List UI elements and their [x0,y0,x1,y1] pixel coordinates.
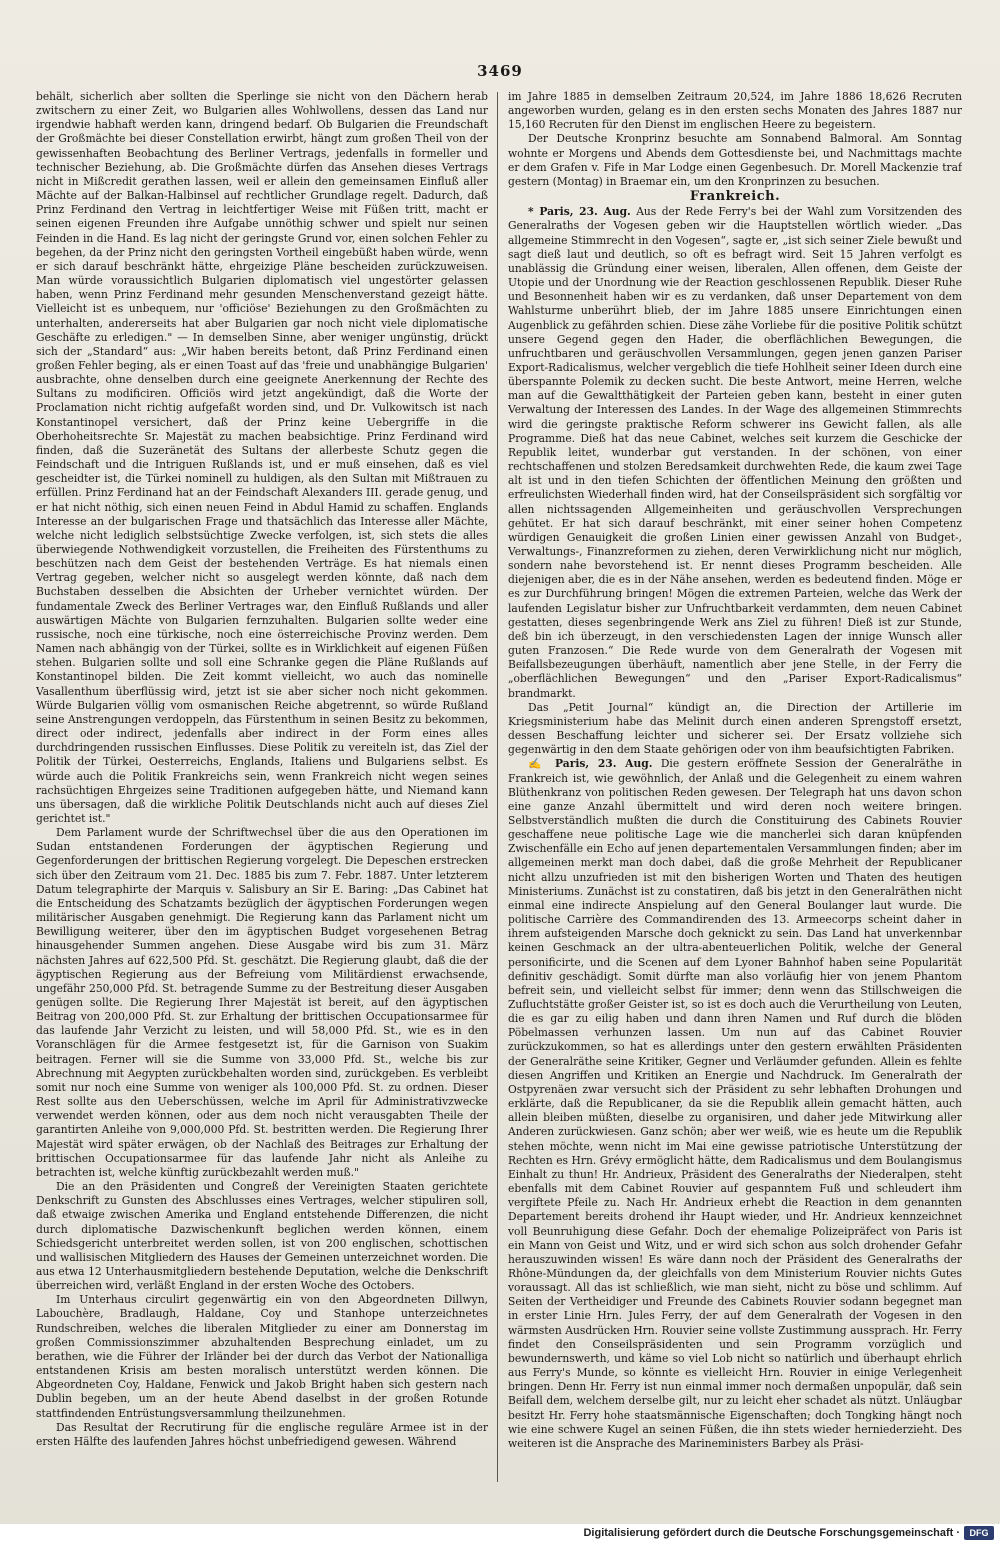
paragraph-text: Im Unterhaus circulirt gegenwärtig ein von den Abgeordneten Dillwyn, Labouchère, Bradlaugh, Haldane, Coy und Stanhope unterzeichnetes Rundschreiben, welches die liberalen Mitglieder zu einer am Donnerstag im großen Commissionszimmer abzuhaltenden Besprechung einladet, um zu berathen, wie die Führer der Irländer bei der durch das Verbot der Nationalliga entstandenen Krisis am besten moralisch unterstützt werden können. Die Abgeordneten Coy, Haldane, Fenwick und Jakob Bright haben sich gestern nach Dublin begeben, um an der heute Abend daselbst in der großen Rotunde stattfindenden Entrüstungsversammlung theilzunehmen. [36,1293,488,1420]
article-paragraph [508,132,962,189]
article-paragraph [508,701,962,758]
left-column [36,90,488,1485]
right-column [508,90,962,1485]
paragraph-text: Das Resultat der Recrutirung für die englische reguläre Armee ist in der ersten Hälfte des laufenden Jahres höchst unbefriedigend gewesen. Während [36,1420,488,1448]
footer-bar [0,1524,1000,1544]
article-paragraph [36,1180,488,1293]
article-paragraph [508,757,962,1451]
paragraph-text: im Jahre 1885 in demselben Zeitraum 20,524, im Jahre 1886 18,626 Recruten angeworben wurden, gelang es in den ersten sechs Monaten des Jahres 1887 nur 15,160 Recruten für den Dienst im englischen Heere zu begeistern. [508,90,962,132]
column-divider [497,92,498,1482]
paragraph-text: behält, sicherlich aber sollten die Sperlinge sie nicht von den Dächern herab zwitschern zu einer Zeit, wo Bulgarien alles Wohlwollens, dessen das Land nur irgendwie habhaft werden kann, dringend bedarf. Ob Bulgarien die Freundschaft der Großmächte bei dieser Constellation erwirbt, hängt zum großen Theil von der gewissenhaften Beobachtung des Berliner Vertrags, jedenfalls in formeller und technischer Beziehung, ab. Die Großmächte dürfen das Ansehen dieses Vertrags nicht in Mißcredit gerathen lassen, weil er allein den gemeinsamen Einfluß aller Mächte auf der Balkan-Halbinsel auf rechtlicher Grundlage regelt. Dadurch, daß Prinz Ferdinand den Vertrag in leichtfertiger Weise mit Füßen tritt, macht er seinen eigenen Freunden ihre Aufgabe unnöthig schwer und spielt nur seinen Feinden in die Hand. Es lag nicht der geringste Grund vor, einen solchen Fehler zu begehen, da der Prinz nicht den geringsten Vortheil eingebüßt haben würde, wenn er sich darauf beschränkt hätte, ehrgeizige Pläne bescheiden zurückzuweisen. Man würde voraussichtlich Bulgarien diplomatisch viel ungestörter gelassen haben, wenn Prinz Ferdinand mehr gesunden Menschenverstand gezeigt hätte. Vielleicht ist es unbequem, nur 'officiöse' Beziehungen zu den Großmächten zu unterhalten, andererseits hat aber Bulgarien gar noch nicht viele diplomatische Geschäfte zu erledigen." — In demselben Sinne, aber weniger ungünstig, drückt sich der „Standard“ aus: „Wir haben bereits betont, daß Prinz Ferdinand einen großen Fehler beging, als er einen Toast auf das 'freie und unabhängige Bulgarien' ausbrachte, ohne denselben durch eine geeignete Anerkennung der Rechte des Sultans zu modificiren. Officiös wird jetzt angekündigt, daß die Worte der Proclamation nicht richtig aufgefaßt worden sind, und Dr. Vulkowitsch ist nach Konstantinopel versichert, daß der Prinz keine Uebergriffe in die Oberhoheitsrechte Sr. Majestät zu machen beabsichtige. Prinz Ferdinand wird finden, daß die Suzeränetät des Sultans der allerbeste Schutz gegen die Feindschaft und die Intriguen Rußlands ist, und er muß einsehen, daß es viel gescheidter ist, die Türkei nominell zu huldigen, als den Sultan mit Mißtrauen zu erfüllen. Prinz Ferdinand hat an der Feindschaft Alexanders III. gerade genug, und er hat nicht nöthig, sich einen neuen Feind in Abdul Hamid zu schaffen. Englands Interesse an der bulgarischen Frage und thatsächlich das Interesse aller Mächte, welche nicht lediglich selbstsüchtige Zwecke verfolgen, ist, sich stets die alles überwiegende Nothwendigkeit vorzustellen, die Freiheiten des Fürstenthums zu beschützen nach dem Geist der bestehenden Verträge. Es hat niemals einen Vertrag gegeben, welcher nicht so ausgelegt werden könnte, daß nach dem Buchstaben desselben die Absichten der Urheber vernichtet würden. Der fundamentale Zweck des Berliner Vertrages war, den Einfluß Rußlands und aller auswärtigen Mächte von Bulgarien fernzuhalten. Bulgarien sollte weder eine russische, noch eine türkische, noch eine österreichische Provinz werden. Dem Namen nach abhängig von der Türkei, sollte es in Wirklichkeit auf eigenen Füßen stehen. Bulgarien sollte und soll eine Schranke gegen die Pläne Rußlands auf Konstantinopel bilden. Die Zeit kommt vielleicht, wo auch das nominelle Vasallenthum überflüssig wird, jetzt ist sie aber sicher noch nicht gekommen. Würde Bulgarien völlig vom osmanischen Reiche abgetrennt, so würde Rußland seine Anstrengungen verdoppeln, das Fürstenthum in seinen Besitz zu bekommen, direct oder indirect, jedenfalls aber indirect in der Form eines alles durchdringenden russischen Einflusses. Diese Politik zu vereiteln ist, das Ziel der Politik der Türkei, Oesterreichs, Englands, Italiens und Bulgariens selbst. Es würde auch die Politik Frankreichs sein, wenn Frankreich nicht wegen seines rachsüchtigen Ehrgeizes seine Traditionen aufgegeben hätte, und Niemand kann uns übersagen, daß die wirkliche Politik Deutschlands nicht auch auf dieses Ziel gerichtet ist." [36,90,488,825]
article-paragraph [508,205,962,700]
paragraph-text: Aus der Rede Ferry's bei der Wahl zum Vorsitzenden des Generalraths der Vogesen geben wir die Hauptstellen wörtlich wieder. „Das allgemeine Stimmrecht in den Vogesen“, sagte er, „ist sich seiner Ziele bewußt und sagt dieß laut und deutlich, so oft es befragt wird. Seit 15 Jahren verfolgt es unablässig die Gründung einer weisen, liberalen, Allen offenen, dem Geiste der Utopie und der Unordnung wie der Reaction geschlossenen Republik. Dieser Ruhe und Besonnenheit haben wir es zu verdanken, daß unser Departement von dem Wahlsturme unberührt blieb, der im Jahre 1885 unsere Einrichtungen einen Augenblick zu gefährden schien. Diese zähe Vorliebe für die positive Politik schützt unsere Gegend gegen den Hader, die oberflächlichen Bewegungen, die unfruchtbaren und geräuschvollen Versammlungen, gegen jenen ganzen Pariser Export-Radicalismus, welcher vergeblich die tiefe Hohlheit seiner Ideen durch eine überspannte Polemik zu decken sucht. Die beste Antwort, meine Herren, welche man auf die Gewaltthätigkeit der Parteien geben kann, besteht in einer guten Verwaltung der Interessen des Landes. In der Wage des allgemeinen Stimmrechts wird die geringste praktische Reform schwerer ins Gewicht fallen, als alle Programme. Dieß hat das neue Cabinet, welches seit kurzem die Geschicke der Republik leitet, wunderbar gut verstanden. In der schönen, von einer rechtschaffenen und stolzen Beredsamkeit durchwehten Rede, die kaum zwei Tage alt ist und in den tiefen Schichten der öffentlichen Meinung den größten und erfreulichsten Wiederhall finden wird, hat der Conseilspräsident sich sorgfältig vor allen nichtssagenden Allgemeinheiten und geräuschvollen Versprechungen gehütet. Er hat sich darauf beschränkt, mit einer seiner hohen Competenz würdigen Genauigkeit die großen Linien einer gewissen Anzahl von Budget-, Verwaltungs-, Finanzreformen zu ziehen, deren Verwirklichung nicht nur möglich, sondern nahe bevorstehend ist. Er nennt dieses Programm bescheiden. Alle diejenigen aber, die es in der Nähe ansehen, werden es bedeutend finden. Möge er es zur Durchführung bringen! Mögen die extremen Parteien, welche das Werk der laufenden Legislatur bisher zur Unfruchtbarkeit verdammten, dem neuen Cabinet gestatten, dieses segenbringende Werk ans Ziel zu führen! Dieß ist zur Stunde, deß bin ich überzeugt, in den verschiedensten Lagen der innige Wunsch aller guten Franzosen.“ Die Rede wurde von dem Generalrath der Vogesen mit Beifallsbezeugungen überhäuft, namentlich aber jene Stelle, in der Ferry die „oberflächlichen Bewegungen“ und den „Pariser Export-Radicalismus“ brandmarkt. [508,205,962,700]
dfg-logo: DFG [964,1526,994,1540]
dateline: ✍ Paris, 23. Aug. [528,757,653,771]
article-paragraph [36,90,488,826]
paragraph-text: Der Deutsche Kronprinz besuchte am Sonnabend Balmoral. Am Sonntag wohnte er Morgens und Abends dem Gottesdienste bei, und Nachmittags machte er dem Grafen v. Fife in Mar Lodge einen Gegenbesuch. Dr. Morell Mackenzie traf gestern (Montag) in Braemar ein, um den Kronprinzen zu besuchen. [508,132,962,188]
article-paragraph [36,826,488,1180]
section-heading: Frankreich. [689,189,781,205]
article-paragraph [36,1293,488,1420]
article-paragraph [36,1421,488,1449]
paragraph-text: Die gestern eröffnete Session der Generalräthe in Frankreich ist, wie gewöhnlich, der Anlaß und die Gelegenheit zu einem wahren Blüthenkranz von politischen Reden gewesen. Der Telegraph hat uns davon schon eine ganze Anzahl übermittelt und wird deren noch weitere bringen. Selbstverständlich mußten die durch die Constituirung des Cabinets Rouvier geschaffene neue politische Lage wie die mancherlei sich daran knüpfenden Zwischenfälle ein Echo auf jenen departementalen Versammlungen finden; aber im allgemeinen merkt man doch dabei, daß die große Mehrheit der Republicaner nicht allzu unzufrieden ist mit den bisherigen Worten und Thaten des heutigen Ministeriums. Zunächst ist zu constatiren, daß bis jetzt in den Generalräthen nicht einmal eine indirecte Anspielung auf den General Boulanger laut wurde. Die politische Carrière des Commandirenden des 13. Armeecorps scheint daher in ihrem aufsteigenden Marsche doch geknickt zu sein. Das Land hat unverkennbar keinen Geschmack an der ultra-abenteuerlichen Politik, welche der General personificirte, und die Scenen auf dem Lyoner Bahnhof haben seine Popularität definitiv geschädigt. Somit dürfte man also vorläufig hier von jenem Phantom befreit sein, und vielleicht selbst für immer; denn wenn das Stillschweigen die Zufluchtstätte großer Geister ist, so ist es doch auch die Verurtheilung von Leuten, die es gar zu eilig haben und dann ihren Namen und Ruf durch die blöden Pöbelmassen verhunzen lassen. Um nun auf das Cabinet Rouvier zurückzukommen, so hat es allerdings unter den gestern erwählten Präsidenten der Generalräthe seine Kritiker, Gegner und Verläumder gefunden. Allein es fehlte diesen Angriffen und Kritiken an Energie und Nachdruck. Im Generalrath der Ostpyrenäen zwar versucht sich der Präsident zu sehr lebhaften Drohungen und erklärte, daß die Republicaner, da sie die Republik allein gemacht hätten, auch allein bleiben müßten, dieselbe zu organisiren, und daher jede Mitwirkung aller Anderen zurückwiesen. Ganz schön; aber wer weiß, wie es heute um die Republik stehen möchte, wenn nicht im Mai eine gewisse patriotische Unterstützung der Rechten es Hrn. Grévy ermöglicht hätte, dem Radicalismus und dem Boulangismus Einhalt zu thun! Hr. Andrieux, Präsident des Generalraths der Niederalpen, steht ebenfalls mit dem Cabinet Rouvier auf gespanntem Fuß und schleudert ihm vergiftete Pfeile zu. Nach Hr. Andrieux erhebt die Reaction in dem genannten Departement bereits drohend ihr Haupt wieder, und Hr. Andrieux kennzeichnet voll Beunruhigung diese Gefahr. Doch der ehemalige Polizeipräfect von Paris ist ein Mann von Geist und Witz, und er wird sich schon aus solch drohender Gefahr herauszuwinden wissen! Es wäre dann noch der Präsident des Generalraths der Rhône-Mündungen da, der gleichfalls von dem Ministerium Rouvier nichts Gutes voraussagt. All das ist schließlich, wie man sieht, nicht zu böse und schlimm. Auf Seiten der Vertheidiger und Freunde des Cabinets Rouvier sodann begegnet man in erster Linie Hrn. Jules Ferry, der auf dem Generalrath der Vogesen in den wärmsten Ausdrücken Hrn. Rouvier seine vollste Zustimmung aussprach. Hr. Ferry findet den Conseilspräsidenten und sein Programm vorzüglich und bewundernswerth, und käme so viel Lob nicht so natürlich und überhaupt ehrlich aus Ferry's Munde, so könnte es vielleicht Hrn. Rouvier in einige Verlegenheit bringen. Denn Hr. Ferry ist nun einmal immer noch dermaßen unpopulär, daß sein Beifall dem, welchem derselbe gilt, nur zu leicht eher schadet als nützt. Unläugbar besitzt Hr. Ferry hohe staatsmännische Eigenschaften; doch Tongking hängt noch wie eine schwere Kugel an seinen Füßen, die ihn stets wieder herniederzieht. Des weiteren ist die Ansprache des Marineministers Barbey als Präsi- [508,757,962,1450]
article-paragraph [508,90,962,132]
paragraph-text: Dem Parlament wurde der Schriftwechsel über die aus den Operationen im Sudan entstandenen Forderungen der ägyptischen Regierung und Gegenforderungen der brittischen Regierung vorgelegt. Die Depeschen erstrecken sich über den Zeitraum vom 21. Dec. 1885 bis zum 7. Febr. 1887. Unter letzterem Datum telegraphirte der Marquis v. Salisbury an Sir E. Baring: „Das Cabinet hat die Entscheidung des Schatzamts bezüglich der ägyptischen Forderungen wegen militärischer Ausgaben genehmigt. Die Regierung kann das Parlament nicht um Bewilligung weiterer, über den im ägyptischen Budget vorgesehenen Betrag hinausgehender Summen angehen. Diese Ausgabe wird bis zum 31. März nächsten Jahres auf 622,500 Pfd. St. geschätzt. Die Regierung glaubt, daß die der ägyptischen Regierung aus der Befreiung vom Militärdienst erwachsende, ungefähr 250,000 Pfd. St. betragende Summe zu der Bestreitung dieser Ausgaben genügen sollte. Die Regierung Ihrer Majestät ist bereit, auf den ägyptischen Beitrag von 200,000 Pfd. St. zur Erhaltung der brittischen Occupationsarmee für das laufende Jahr Verzicht zu leisten, und will 58,000 Pfd. St., wie es in den Voranschlägen für die Armee festgesetzt ist, für die Garnison von Suakim beitragen. Ferner will sie die Summe von 33,000 Pfd. St., welche bis zur Abrechnung mit Aegypten zurückbehalten worden sind, zurückgeben. Es verbleibt somit nur noch eine Summe von weniger als 100,000 Pfd. St. zu ordnen. Dieser Rest sollte aus den Ueberschüssen, welche im April für Administrativzwecke verwendet werden können, oder aus dem noch nicht verausgabten Theile der garantirten Anleihe von 9,000,000 Pfd. St. bestritten werden. Die Regierung Ihrer Majestät wird später erwägen, ob der Nachlaß des Beitrages zur Erhaltung der brittischen Occupationsarmee für das laufende Jahr nicht als Anleihe zu betrachten ist, welche künftig zurückbezahlt werden muß." [36,826,488,1179]
page-number: 3469 [477,62,523,80]
dateline: * Paris, 23. Aug. [528,205,631,219]
paragraph-text: Das „Petit Journal“ kündigt an, die Direction der Artillerie im Kriegsministerium habe das Melinit durch einen anderen Sprengstoff ersetzt, dessen Beschaffung leichter und sicherer sei. Der Ersatz vollziehe sich gegenwärtig in den dem Staate gehörigen oder von ihm beaufsichtigten Fabriken. [508,700,962,757]
paragraph-text: Die an den Präsidenten und Congreß der Vereinigten Staaten gerichtete Denkschrift zu Gunsten des Abschlusses eines Vertrages, welcher stipuliren soll, daß etwaige zwischen Amerika und England entstehende Differenzen, die nicht durch diplomatische Dazwischenkunft beglichen werden können, einem Schiedsgericht unterbreitet werden sollen, ist von 200 englischen, schottischen und wallisischen Mitgliedern des Hauses der Gemeinen unterzeichnet worden. Die aus etwa 12 Unterhausmitgliedern bestehende Deputation, welche die Denkschrift überreichen wird, verläßt England in der ersten Woche des Octobers. [36,1180,488,1293]
footer-credit: Digitalisierung gefördert durch die Deutsche Forschungsgemeinschaft · [583,1527,960,1539]
